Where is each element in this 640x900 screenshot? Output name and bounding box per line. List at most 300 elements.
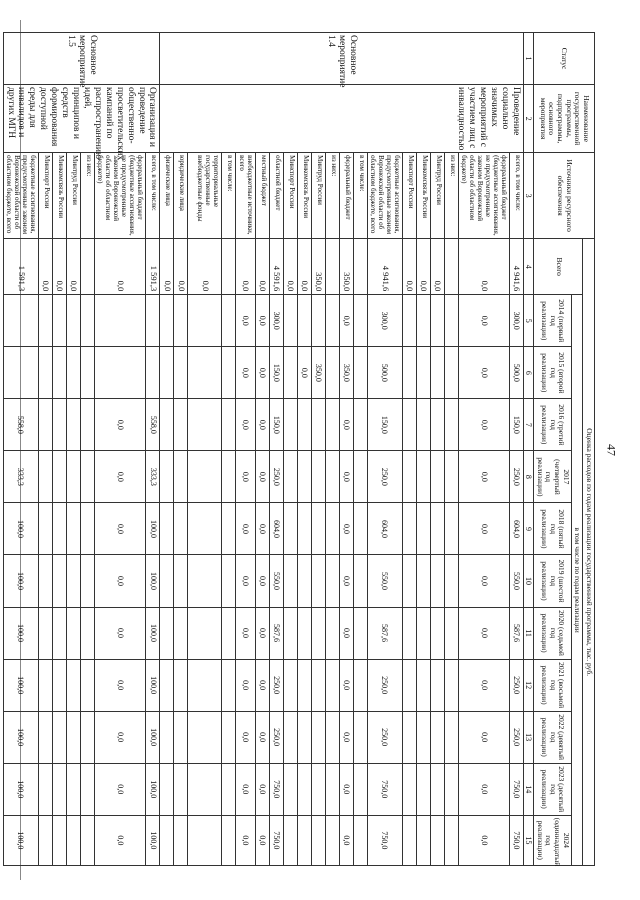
funding-source-cell: внебюджетные источники, всего bbox=[236, 153, 255, 239]
year-value-cell bbox=[430, 451, 444, 503]
year-value-cell bbox=[66, 815, 80, 865]
year-value-cell bbox=[444, 451, 458, 503]
year-value-cell bbox=[416, 763, 430, 815]
year-value-cell: 0,0 bbox=[339, 815, 353, 865]
year-value-cell: 0,0 bbox=[458, 815, 509, 865]
year-value-cell bbox=[38, 295, 52, 347]
year-value-cell bbox=[297, 399, 311, 451]
year-value-cell bbox=[325, 347, 339, 399]
year-value-cell bbox=[188, 711, 222, 763]
year-value-cell bbox=[402, 451, 416, 503]
header-year: 2016 (третий год реализации) bbox=[534, 399, 572, 451]
table-row bbox=[269, 33, 283, 866]
year-value-cell bbox=[160, 659, 174, 711]
header-year: 2023 (десятый год реализации) bbox=[534, 763, 572, 815]
year-value-cell: 100,0 bbox=[3, 763, 38, 815]
year-value-cell bbox=[160, 711, 174, 763]
year-value-cell: 100,0 bbox=[146, 659, 160, 711]
year-value-cell bbox=[66, 451, 80, 503]
year-value-cell: 587,6 bbox=[510, 607, 524, 659]
year-value-cell bbox=[38, 607, 52, 659]
year-value-cell bbox=[52, 763, 66, 815]
year-value-cell bbox=[188, 503, 222, 555]
table-row bbox=[81, 33, 95, 866]
total-value-cell: 0,0 bbox=[283, 239, 297, 295]
rotated-page-container bbox=[4, 32, 595, 867]
year-value-cell: 0,0 bbox=[339, 659, 353, 711]
year-value-cell: 0,0 bbox=[458, 659, 509, 711]
year-value-cell: 0,0 bbox=[95, 659, 146, 711]
year-value-cell: 100,0 bbox=[3, 607, 38, 659]
year-value-cell bbox=[297, 659, 311, 711]
year-value-cell bbox=[430, 399, 444, 451]
year-value-cell bbox=[444, 399, 458, 451]
year-value-cell: 100,0 bbox=[146, 555, 160, 607]
year-value-cell bbox=[222, 607, 236, 659]
year-value-cell bbox=[174, 295, 188, 347]
table-row bbox=[236, 33, 255, 866]
year-value-cell: 333,3 bbox=[3, 451, 38, 503]
year-value-cell bbox=[297, 451, 311, 503]
year-value-cell bbox=[283, 451, 297, 503]
year-value-cell: 604,0 bbox=[269, 503, 283, 555]
year-value-cell bbox=[95, 295, 146, 347]
year-value-cell bbox=[188, 555, 222, 607]
year-value-cell bbox=[222, 451, 236, 503]
year-value-cell: 0,0 bbox=[255, 347, 269, 399]
year-value-cell: 0,0 bbox=[297, 347, 311, 399]
year-value-cell bbox=[174, 607, 188, 659]
year-value-cell bbox=[311, 555, 325, 607]
header-year: 2024 (одиннадцатый год реализации) bbox=[534, 815, 572, 865]
funding-source-cell: федеральный бюджет (бюджетные ассигнования, не предусмотренные законом Воронежской области об областном бюджете) bbox=[95, 153, 146, 239]
year-value-cell bbox=[38, 815, 52, 865]
table-body bbox=[3, 33, 523, 866]
table-row bbox=[255, 33, 269, 866]
year-value-cell: 150,0 bbox=[269, 399, 283, 451]
year-value-cell: 100,0 bbox=[146, 815, 160, 865]
year-value-cell: 0,0 bbox=[255, 555, 269, 607]
header-source: Источники ресурсного обеспечения bbox=[534, 153, 595, 239]
table-header bbox=[524, 33, 595, 866]
year-value-cell bbox=[283, 555, 297, 607]
year-value-cell bbox=[402, 763, 416, 815]
table-row bbox=[174, 33, 188, 866]
column-index: 2 bbox=[524, 85, 534, 153]
year-value-cell bbox=[188, 451, 222, 503]
total-value-cell bbox=[353, 239, 367, 295]
year-value-cell bbox=[353, 451, 367, 503]
year-value-cell bbox=[353, 711, 367, 763]
year-value-cell bbox=[416, 295, 430, 347]
year-value-cell: 0,0 bbox=[458, 607, 509, 659]
year-value-cell: 0,0 bbox=[236, 555, 255, 607]
year-value-cell bbox=[353, 815, 367, 865]
table-row bbox=[146, 33, 160, 866]
year-value-cell bbox=[353, 659, 367, 711]
column-index: 5 bbox=[524, 295, 534, 347]
column-index: 14 bbox=[524, 763, 534, 815]
year-value-cell: 100,0 bbox=[3, 659, 38, 711]
year-value-cell bbox=[297, 815, 311, 865]
column-index: 15 bbox=[524, 815, 534, 865]
year-value-cell: 0,0 bbox=[255, 295, 269, 347]
year-value-cell bbox=[283, 399, 297, 451]
year-value-cell: 0,0 bbox=[255, 451, 269, 503]
year-value-cell: 604,0 bbox=[510, 503, 524, 555]
column-index: 6 bbox=[524, 347, 534, 399]
year-value-cell bbox=[38, 399, 52, 451]
funding-source-cell: физические лица bbox=[160, 153, 174, 239]
year-value-cell bbox=[444, 711, 458, 763]
year-value-cell bbox=[188, 607, 222, 659]
header-status: Статус bbox=[534, 33, 595, 85]
year-value-cell: 100,0 bbox=[3, 711, 38, 763]
year-value-cell bbox=[311, 711, 325, 763]
year-value-cell bbox=[325, 815, 339, 865]
funding-source-cell: местный бюджет bbox=[255, 153, 269, 239]
table-row bbox=[430, 33, 444, 866]
column-index: 3 bbox=[524, 153, 534, 239]
year-value-cell bbox=[38, 451, 52, 503]
year-value-cell bbox=[283, 711, 297, 763]
year-value-cell: 0,0 bbox=[236, 347, 255, 399]
table-row bbox=[510, 33, 524, 866]
year-value-cell bbox=[52, 711, 66, 763]
year-value-cell bbox=[81, 295, 95, 347]
year-value-cell bbox=[81, 347, 95, 399]
year-value-cell: 0,0 bbox=[95, 763, 146, 815]
year-value-cell bbox=[160, 607, 174, 659]
year-value-cell bbox=[416, 555, 430, 607]
year-value-cell: 0,0 bbox=[95, 815, 146, 865]
year-value-cell bbox=[311, 451, 325, 503]
year-value-cell: 604,0 bbox=[367, 503, 402, 555]
year-value-cell bbox=[444, 815, 458, 865]
year-value-cell: 150,0 bbox=[367, 399, 402, 451]
year-value-cell bbox=[174, 399, 188, 451]
year-value-cell bbox=[430, 295, 444, 347]
total-value-cell: 4 941,6 bbox=[367, 239, 402, 295]
year-value-cell: 558,0 bbox=[146, 399, 160, 451]
year-value-cell bbox=[402, 711, 416, 763]
year-value-cell bbox=[444, 555, 458, 607]
year-value-cell bbox=[283, 347, 297, 399]
table-row bbox=[38, 33, 52, 866]
year-value-cell bbox=[283, 295, 297, 347]
year-value-cell: 350,0 bbox=[339, 347, 353, 399]
year-value-cell bbox=[353, 399, 367, 451]
table-row bbox=[367, 33, 402, 866]
year-value-cell bbox=[66, 347, 80, 399]
year-value-cell: 750,0 bbox=[367, 815, 402, 865]
year-value-cell: 250,0 bbox=[510, 711, 524, 763]
year-value-cell bbox=[402, 607, 416, 659]
funding-source-cell: Минспорт России bbox=[283, 153, 297, 239]
year-value-cell: 500,0 bbox=[367, 347, 402, 399]
year-value-cell bbox=[3, 347, 38, 399]
year-value-cell bbox=[66, 503, 80, 555]
total-value-cell: 0,0 bbox=[458, 239, 509, 295]
total-value-cell: 0,0 bbox=[66, 239, 80, 295]
year-value-cell bbox=[311, 295, 325, 347]
funding-source-cell: Минкомсвязь России bbox=[297, 153, 311, 239]
year-value-cell: 550,0 bbox=[269, 555, 283, 607]
year-value-cell bbox=[3, 295, 38, 347]
column-index: 12 bbox=[524, 659, 534, 711]
funding-source-cell: Минспорт России bbox=[38, 153, 52, 239]
status-cell: Основное мероприятие 1.4 bbox=[160, 33, 524, 85]
year-value-cell: 0,0 bbox=[95, 503, 146, 555]
year-value-cell bbox=[52, 451, 66, 503]
column-index: 9 bbox=[524, 503, 534, 555]
year-value-cell: 0,0 bbox=[236, 711, 255, 763]
year-value-cell bbox=[283, 659, 297, 711]
total-value-cell: 0,0 bbox=[174, 239, 188, 295]
year-value-cell: 0,0 bbox=[458, 555, 509, 607]
year-value-cell bbox=[52, 503, 66, 555]
table-row bbox=[66, 33, 80, 866]
funding-source-cell: территориальные государственные внебюджетные фонды bbox=[188, 153, 222, 239]
year-value-cell: 0,0 bbox=[458, 347, 509, 399]
funding-source-cell: Минтруд России bbox=[311, 153, 325, 239]
year-value-cell bbox=[444, 659, 458, 711]
year-value-cell bbox=[325, 451, 339, 503]
year-value-cell: 250,0 bbox=[269, 711, 283, 763]
year-value-cell bbox=[66, 607, 80, 659]
year-value-cell: 0,0 bbox=[458, 711, 509, 763]
funding-source-cell: всего, в том числе: bbox=[146, 153, 160, 239]
year-value-cell bbox=[402, 295, 416, 347]
year-value-cell bbox=[353, 763, 367, 815]
year-value-cell bbox=[297, 763, 311, 815]
year-value-cell bbox=[52, 815, 66, 865]
column-index: 13 bbox=[524, 711, 534, 763]
table-row bbox=[416, 33, 430, 866]
year-value-cell bbox=[353, 503, 367, 555]
table-row bbox=[444, 33, 458, 866]
year-value-cell: 0,0 bbox=[339, 711, 353, 763]
year-value-cell: 100,0 bbox=[3, 503, 38, 555]
funding-source-cell: Минкомсвязь России bbox=[52, 153, 66, 239]
funding-source-cell: федеральный бюджет (бюджетные ассигнования, не предусмотренные законом Воронежской области об областном бюджете) bbox=[458, 153, 509, 239]
year-value-cell bbox=[95, 347, 146, 399]
year-value-cell: 300,0 bbox=[367, 295, 402, 347]
year-value-cell bbox=[174, 347, 188, 399]
year-value-cell bbox=[160, 503, 174, 555]
year-value-cell bbox=[81, 451, 95, 503]
year-value-cell bbox=[430, 503, 444, 555]
year-value-cell bbox=[297, 607, 311, 659]
year-value-cell bbox=[188, 347, 222, 399]
year-value-cell bbox=[222, 503, 236, 555]
year-value-cell bbox=[81, 815, 95, 865]
year-value-cell bbox=[81, 607, 95, 659]
funding-source-cell: бюджетные ассигнования, предусмотренные законом Воронежской области об областном бюджете, всего bbox=[367, 153, 402, 239]
total-value-cell bbox=[222, 239, 236, 295]
year-value-cell: 550,0 bbox=[510, 555, 524, 607]
year-value-cell: 300,0 bbox=[269, 295, 283, 347]
total-value-cell: 350,0 bbox=[339, 239, 353, 295]
header-year: 2014 (первый год реализации) bbox=[534, 295, 572, 347]
year-value-cell bbox=[188, 659, 222, 711]
year-value-cell bbox=[325, 659, 339, 711]
year-value-cell bbox=[38, 347, 52, 399]
funding-source-cell: Минтруд России bbox=[430, 153, 444, 239]
year-value-cell bbox=[38, 659, 52, 711]
funding-source-cell: юридические лица bbox=[174, 153, 188, 239]
year-value-cell bbox=[353, 347, 367, 399]
year-value-cell bbox=[38, 711, 52, 763]
year-value-cell: 550,0 bbox=[367, 555, 402, 607]
table-row bbox=[283, 33, 297, 866]
year-value-cell: 0,0 bbox=[236, 815, 255, 865]
year-value-cell: 100,0 bbox=[3, 815, 38, 865]
year-value-cell bbox=[430, 711, 444, 763]
total-value-cell: 0,0 bbox=[160, 239, 174, 295]
year-value-cell: 0,0 bbox=[236, 763, 255, 815]
year-value-cell bbox=[283, 763, 297, 815]
year-value-cell bbox=[160, 399, 174, 451]
year-value-cell bbox=[416, 659, 430, 711]
year-value-cell: 0,0 bbox=[458, 451, 509, 503]
year-value-cell: 0,0 bbox=[339, 295, 353, 347]
total-value-cell: 0,0 bbox=[255, 239, 269, 295]
year-value-cell: 0,0 bbox=[458, 295, 509, 347]
table-row bbox=[160, 33, 174, 866]
table-row bbox=[311, 33, 325, 866]
year-value-cell bbox=[52, 295, 66, 347]
year-value-cell bbox=[325, 399, 339, 451]
table-row bbox=[458, 33, 509, 866]
funding-source-cell: Минспорт России bbox=[402, 153, 416, 239]
header-estimate: Оценка расходов по годам реализации государственной программы, тыс. руб. bbox=[583, 239, 595, 866]
column-index: 11 bbox=[524, 607, 534, 659]
year-value-cell bbox=[402, 659, 416, 711]
year-value-cell: 0,0 bbox=[339, 451, 353, 503]
year-value-cell bbox=[38, 763, 52, 815]
year-value-cell bbox=[416, 503, 430, 555]
year-value-cell: 100,0 bbox=[3, 555, 38, 607]
year-value-cell bbox=[52, 347, 66, 399]
total-value-cell: 0,0 bbox=[297, 239, 311, 295]
header-name: Наименование государственной программы, подпрограммы, основного мероприятия bbox=[534, 85, 595, 153]
year-value-cell: 750,0 bbox=[269, 763, 283, 815]
year-value-cell: 0,0 bbox=[95, 451, 146, 503]
year-value-cell bbox=[444, 295, 458, 347]
year-value-cell: 0,0 bbox=[236, 399, 255, 451]
year-value-cell: 300,0 bbox=[510, 295, 524, 347]
year-value-cell: 250,0 bbox=[367, 659, 402, 711]
year-value-cell bbox=[402, 399, 416, 451]
year-value-cell bbox=[430, 347, 444, 399]
year-value-cell bbox=[38, 503, 52, 555]
year-value-cell bbox=[160, 451, 174, 503]
table-row bbox=[188, 33, 222, 866]
year-value-cell: 100,0 bbox=[146, 607, 160, 659]
year-value-cell bbox=[66, 555, 80, 607]
year-value-cell bbox=[283, 607, 297, 659]
measure-name-cell: Проведение социально значимых мероприятий с участием лиц с инвалидностью bbox=[160, 85, 524, 153]
year-value-cell bbox=[353, 295, 367, 347]
year-value-cell: 0,0 bbox=[95, 607, 146, 659]
total-value-cell: 0,0 bbox=[95, 239, 146, 295]
year-value-cell: 333,3 bbox=[146, 451, 160, 503]
total-value-cell: 4 941,6 bbox=[510, 239, 524, 295]
year-value-cell: 750,0 bbox=[367, 763, 402, 815]
header-by-years: в том числе по годам реализации bbox=[571, 295, 583, 866]
year-value-cell bbox=[52, 659, 66, 711]
total-value-cell: 0,0 bbox=[416, 239, 430, 295]
year-value-cell bbox=[81, 555, 95, 607]
year-value-cell bbox=[222, 399, 236, 451]
column-index: 10 bbox=[524, 555, 534, 607]
table-row bbox=[325, 33, 339, 866]
year-value-cell bbox=[222, 763, 236, 815]
year-value-cell: 250,0 bbox=[269, 451, 283, 503]
year-value-cell bbox=[430, 763, 444, 815]
column-index: 4 bbox=[524, 239, 534, 295]
year-value-cell bbox=[222, 555, 236, 607]
year-value-cell bbox=[416, 399, 430, 451]
year-value-cell bbox=[444, 347, 458, 399]
table-row bbox=[222, 33, 236, 866]
year-value-cell bbox=[222, 347, 236, 399]
year-value-cell: 0,0 bbox=[236, 295, 255, 347]
total-value-cell: 0,0 bbox=[188, 239, 222, 295]
year-value-cell bbox=[416, 711, 430, 763]
year-value-cell: 587,6 bbox=[367, 607, 402, 659]
year-value-cell bbox=[325, 555, 339, 607]
year-value-cell: 0,0 bbox=[236, 607, 255, 659]
year-value-cell bbox=[222, 711, 236, 763]
measure-name-cell: Организация и проведение общественно-просветительских кампаний по распространению идей, принципов и средств формирования доступной среды для инвалидов и других МГН bbox=[3, 85, 160, 153]
year-value-cell bbox=[325, 503, 339, 555]
funding-table bbox=[3, 32, 595, 866]
year-value-cell bbox=[430, 555, 444, 607]
year-value-cell: 250,0 bbox=[269, 659, 283, 711]
year-value-cell bbox=[444, 763, 458, 815]
year-value-cell bbox=[160, 815, 174, 865]
year-value-cell: 0,0 bbox=[95, 399, 146, 451]
total-value-cell: 0,0 bbox=[38, 239, 52, 295]
funding-source-cell: из них: bbox=[81, 153, 95, 239]
year-value-cell bbox=[174, 555, 188, 607]
year-value-cell bbox=[66, 711, 80, 763]
year-value-cell bbox=[283, 503, 297, 555]
year-value-cell bbox=[297, 295, 311, 347]
year-value-cell: 0,0 bbox=[255, 763, 269, 815]
year-value-cell bbox=[325, 295, 339, 347]
header-index-row bbox=[524, 33, 534, 866]
year-value-cell bbox=[188, 295, 222, 347]
year-value-cell bbox=[66, 399, 80, 451]
table-row bbox=[297, 33, 311, 866]
year-value-cell: 0,0 bbox=[95, 711, 146, 763]
year-value-cell bbox=[402, 503, 416, 555]
year-value-cell bbox=[52, 555, 66, 607]
year-value-cell bbox=[174, 451, 188, 503]
year-value-cell: 0,0 bbox=[458, 763, 509, 815]
funding-source-cell: из них: bbox=[444, 153, 458, 239]
year-value-cell bbox=[430, 607, 444, 659]
year-value-cell: 0,0 bbox=[236, 503, 255, 555]
year-value-cell: 0,0 bbox=[339, 503, 353, 555]
year-value-cell: 250,0 bbox=[510, 659, 524, 711]
year-value-cell: 0,0 bbox=[236, 659, 255, 711]
table-row bbox=[95, 33, 146, 866]
header-year: 2021 (восьмой год реализации) bbox=[534, 659, 572, 711]
